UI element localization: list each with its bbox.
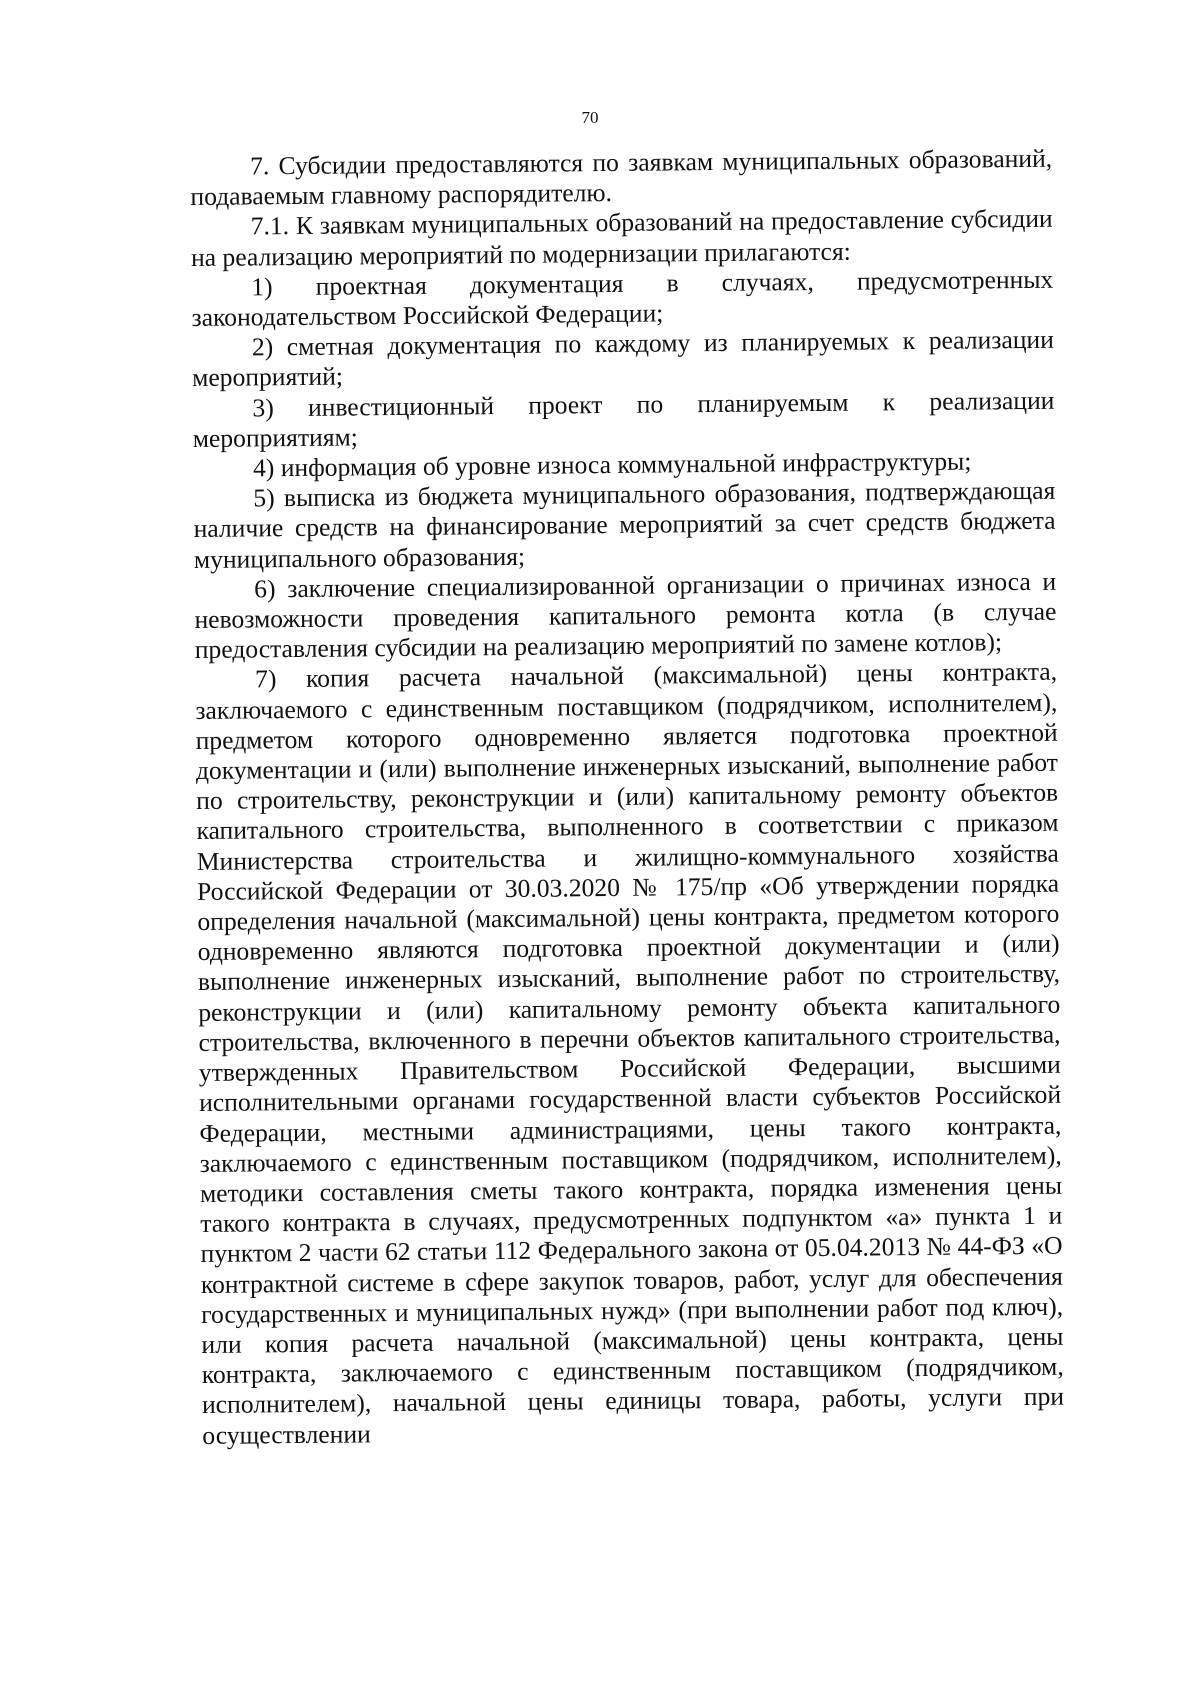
list-item-5: 5) выписка из бюджета муниципального образования, подтверждающая наличие средств на финансирование мероприятий за счет средств бюджета муниципального образования;	[193, 475, 1056, 574]
paragraph-7: 7. Субсидии предоставляются по заявкам муниципальных образований, подаваемым главному распорядителю.	[190, 143, 1053, 212]
list-item-3: 3) инвестиционный проект по планируемым к реализации мероприятиям;	[192, 385, 1055, 453]
list-item-2: 2) сметная документация по каждому из планируемых к реализации мероприятий;	[192, 324, 1054, 393]
list-item-6: 6) заключение специализированной организации о причинах износа и невозможности проведения капитального ремонта котла (в случае предоставления субсидии на реализацию мероприятий по замене котлов);	[194, 566, 1057, 665]
document-body	[190, 144, 1064, 1451]
list-item-7: 7) копия расчета начальной (максимальной) цены контракта, заключаемого с единственным поставщиком (подрядчиком, исполнителем), предметом которого одновременно является подготовка проектной документации и (или) выполнение инженерных изысканий, выполнение работ по строительству, реконструкции и (или) капитальному ремонту объектов капитального строительства, выполненного в соответствии с приказом Министерства строительства и жилищно-коммунального хозяйства Российской Федерации от 30.03.2020 № 175/пр «Об утверждении порядка определения начальной (максимальной) цены контракта, предметом которого одновременно являются подготовка проектной документации и (или) выполнение инженерных изысканий, выполнение работ по строительству, реконструкции и (или) капитальному ремонту объекта капитального строительства, включенного в перечни объектов капитального строительства, утвержденных Правительством Российской Федерации, высшими исполнительными органами государственной власти субъектов Российской Федерации, местными администрациями, цены такого контракта, заключаемого с единственным поставщиком (подрядчиком, исполнителем), методики составления сметы такого контракта, порядка изменения цены такого контракта в случаях, предусмотренных подпунктом «а» пункта 1 и пунктом 2 части 62 статьи 112 Федерального закона от 05.04.2013 № 44-ФЗ «О контрактной системе в сфере закупок товаров, работ, услуг для обеспечения государственных и муниципальных нужд» (при выполнении работ под ключ), или копия расчета начальной (максимальной) цены контракта, цены контракта, заключаемого с единственным поставщиком (подрядчиком, исполнителем), начальной цены единицы товара, работы, услуги при осуществлении	[195, 657, 1065, 1450]
list-item-1: 1) проектная документация в случаях, предусмотренных законодательством Российской Федерации;	[191, 264, 1054, 333]
page-number: 70	[581, 108, 599, 127]
list-item-4: 4) информация об уровне износа коммунальной инфраструктуры;	[252, 446, 972, 483]
paragraph-7-1: 7.1. К заявкам муниципальных образований на предоставление субсидии на реализацию мероприятий по модернизации прилагаются:	[190, 204, 1053, 272]
